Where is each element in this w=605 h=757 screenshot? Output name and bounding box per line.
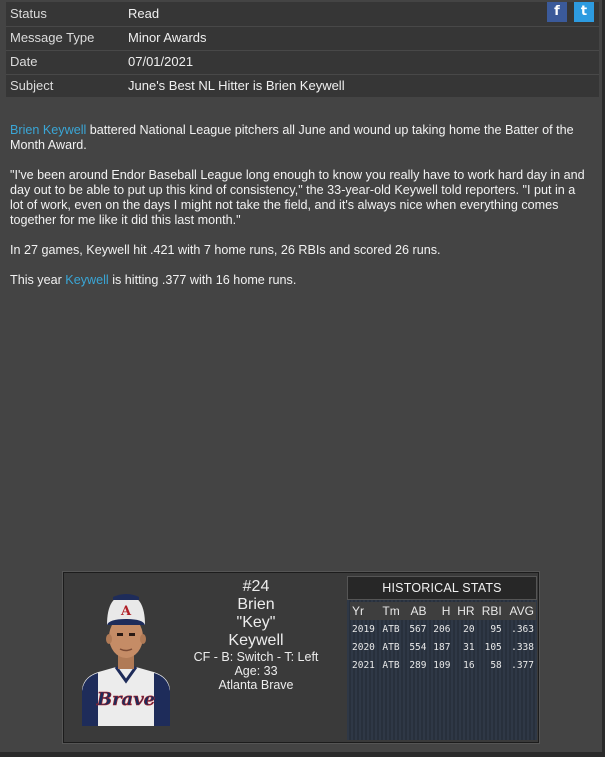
historical-stats-title: HISTORICAL STATS <box>347 576 537 600</box>
cell-hr: 20 <box>463 623 475 635</box>
meta-value: 07/01/2021 <box>128 54 194 69</box>
player-last-name: Keywell <box>228 632 284 649</box>
cell-h: 206 <box>433 623 451 635</box>
cell-h: 109 <box>433 659 451 671</box>
player-link[interactable]: Brien Keywell <box>10 123 87 137</box>
twitter-share-icon[interactable]: t <box>574 2 594 22</box>
meta-row-type <box>6 26 599 50</box>
message-body <box>10 123 590 303</box>
col-header-hr[interactable]: HR <box>452 602 476 620</box>
col-header-avg[interactable]: AVG <box>504 602 536 620</box>
table-row <box>350 620 536 638</box>
article-text: battered National League pitchers all June and wound up taking home the Batter of the Month Award. <box>10 123 574 152</box>
historical-stats-body <box>347 600 537 740</box>
player-age: Age: 33 <box>234 664 278 678</box>
col-header-yr[interactable]: Yr <box>350 602 380 620</box>
cell-avg: .377 <box>511 659 534 671</box>
cell-yr: 2021 <box>352 659 375 671</box>
jersey-text: Brave <box>96 689 156 710</box>
historical-stats-panel <box>347 576 537 740</box>
cell-avg: .338 <box>511 641 534 653</box>
window-frame-bottom <box>0 752 605 757</box>
player-card <box>63 572 539 743</box>
article-paragraph: "I've been around Endor Baseball League long enough to know you really have to work hard day in and day out to be able to put up this kind of consistency," the 33-year-old Keywell told reporters. "I put in a lot of work, even on the days I might not take the field, and it's always nice when everything comes together for me like it did this last month." <box>10 168 585 227</box>
historical-stats-table <box>350 602 536 674</box>
cell-yr: 2020 <box>352 641 375 653</box>
cell-avg: .363 <box>511 623 534 635</box>
meta-row-date <box>6 50 599 74</box>
table-row <box>350 638 536 656</box>
meta-value: Read <box>128 6 160 21</box>
meta-label: Date <box>10 54 38 69</box>
meta-value: Minor Awards <box>128 30 207 45</box>
meta-label: Message Type <box>10 30 95 45</box>
article-paragraph <box>10 123 590 153</box>
article-paragraph: In 27 games, Keywell hit .421 with 7 home runs, 26 RBIs and scored 26 runs. <box>10 243 441 257</box>
cell-ab: 289 <box>409 659 427 671</box>
col-header-rbi[interactable]: RBI <box>477 602 504 620</box>
cell-ab: 554 <box>409 641 427 653</box>
cell-hr: 16 <box>463 659 475 671</box>
meta-value: June's Best NL Hitter is Brien Keywell <box>128 78 345 93</box>
cell-tm: ATB <box>382 623 400 635</box>
player-position: CF - B: Switch - T: Left <box>193 650 319 664</box>
message-meta-panel <box>6 2 599 97</box>
cell-rbi: 105 <box>484 641 502 653</box>
player-link[interactable]: Keywell <box>65 273 109 287</box>
col-header-ab[interactable]: AB <box>405 602 429 620</box>
cell-ab: 567 <box>409 623 427 635</box>
article-text: This year <box>10 273 66 287</box>
player-first-name: Brien <box>237 596 275 613</box>
meta-label: Status <box>10 6 47 21</box>
cell-rbi: 58 <box>490 659 502 671</box>
cell-rbi: 95 <box>490 623 502 635</box>
article-paragraph <box>10 273 590 288</box>
cell-tm: ATB <box>382 659 400 671</box>
cell-tm: ATB <box>382 641 400 653</box>
player-info <box>182 578 330 692</box>
cell-hr: 31 <box>463 641 475 653</box>
cell-yr: 2019 <box>352 623 375 635</box>
stats-header-row <box>350 602 536 620</box>
player-portrait[interactable] <box>80 591 172 726</box>
meta-label: Subject <box>10 78 54 93</box>
player-nickname: "Key" <box>236 614 276 631</box>
player-team: Atlanta Brave <box>218 678 294 692</box>
article-text: is hitting .377 with 16 home runs. <box>108 273 297 287</box>
table-row <box>350 656 536 674</box>
cap-logo: A <box>120 604 132 619</box>
cell-h: 187 <box>433 641 451 653</box>
facebook-share-icon[interactable]: f <box>547 2 567 22</box>
col-header-h[interactable]: H <box>429 602 453 620</box>
meta-row-subject <box>6 74 599 98</box>
player-number: #24 <box>242 578 270 595</box>
meta-row-status <box>6 2 599 26</box>
col-header-tm[interactable]: Tm <box>380 602 404 620</box>
